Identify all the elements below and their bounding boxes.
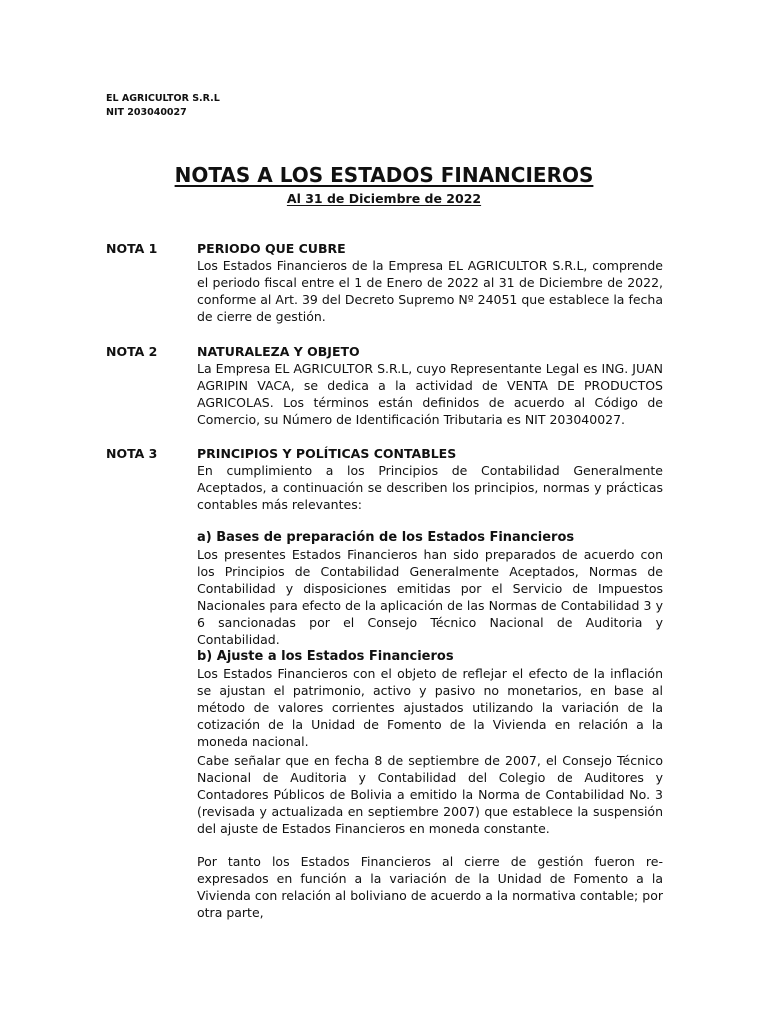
document-title-text: NOTAS A LOS ESTADOS FINANCIEROS	[174, 163, 594, 187]
section-b-paragraph-3: Por tanto los Estados Financieros al cierre de gestión fueron re-expresados en función a la variación de la Unidad de Fomento a la Vivienda con relación al boliviano de acuerdo a la normativa contable; por otra parte,	[197, 854, 663, 920]
nota-3-text: En cumplimiento a los Principios de Contabilidad Generalmente Aceptados, a continuación se describen los principios, normas y prácticas contables más relevantes:	[197, 463, 663, 512]
nota-3-body	[197, 445, 663, 513]
document-subtitle-text: Al 31 de Diciembre de 2022	[286, 191, 482, 206]
section-b-paragraph-2: Cabe señalar que en fecha 8 de septiembre de 2007, el Consejo Técnico Nacional de Auditoria y Contabilidad del Colegio de Auditores y Contadores Públicos de Bolivia a emitido la Norma de Contabilidad No. 3 (revisada y actualizada en septiembre 2007) que establece la suspensión del ajuste de Estados Financieros en moneda constante.	[197, 753, 663, 836]
section-a-paragraph: Los presentes Estados Financieros han sido preparados de acuerdo con los Principios de Contabilidad Generalmente Aceptados, Normas de Contabilidad y disposiciones emitidas por el Servicio de Impuestos Nacionales para efecto de la aplicación de las Normas de Contabilidad 3 y 6 sancionadas por el Consejo Técnico Nacional de Auditoria y Contabilidad.	[197, 547, 663, 647]
nota-3-section-b	[197, 648, 663, 750]
nota-3-heading: PRINCIPIOS Y POLÍTICAS CONTABLES	[197, 446, 457, 461]
nota-3-label: NOTA 3	[106, 446, 158, 461]
nota-3-section-a	[197, 529, 663, 648]
nota-1-text: Los Estados Financieros de la Empresa EL AGRICULTOR S.R.L, comprende el periodo fiscal entre el 1 de Enero de 2022 al 31 de Diciembre de 2022, conforme al Art. 39 del Decreto Supremo Nº 24051 que establece la fecha de cierre de gestión.	[197, 258, 663, 324]
nota-2-body	[197, 343, 663, 428]
document-subtitle	[0, 190, 768, 208]
company-nit: NIT 203040027	[106, 107, 187, 118]
company-name: EL AGRICULTOR S.R.L	[106, 93, 220, 104]
section-b-paragraph-1: Los Estados Financieros con el objeto de reflejar el efecto de la inflación se ajustan el patrimonio, activo y pasivo no monetarios, en base al método de valores corrientes ajustados utilizando la variación de la cotización de la Unidad de Fomento de la Vivienda en relación a la moneda nacional.	[197, 666, 663, 749]
nota-2-heading: NATURALEZA Y OBJETO	[197, 344, 360, 359]
section-b-heading: b) Ajuste a los Estados Financieros	[197, 649, 454, 664]
section-a-heading: a) Bases de preparación de los Estados Financieros	[197, 530, 575, 545]
nota-1-heading: PERIODO QUE CUBRE	[197, 241, 346, 256]
nota-2-text: La Empresa EL AGRICULTOR S.R.L, cuyo Representante Legal es ING. JUAN AGRIPIN VACA, se dedica a la actividad de VENTA DE PRODUCTOS AGRICOLAS. Los términos están definidos de acuerdo al Código de Comercio, su Número de Identificación Tributaria es NIT 203040027.	[197, 361, 663, 427]
nota-1-body	[197, 240, 663, 325]
section-b-paragraph-2-block	[197, 752, 663, 837]
nota-2-label: NOTA 2	[106, 344, 158, 359]
document-title	[0, 162, 768, 188]
company-header	[106, 92, 220, 120]
nota-1-label: NOTA 1	[106, 241, 158, 256]
section-b-paragraph-3-block	[197, 853, 663, 921]
